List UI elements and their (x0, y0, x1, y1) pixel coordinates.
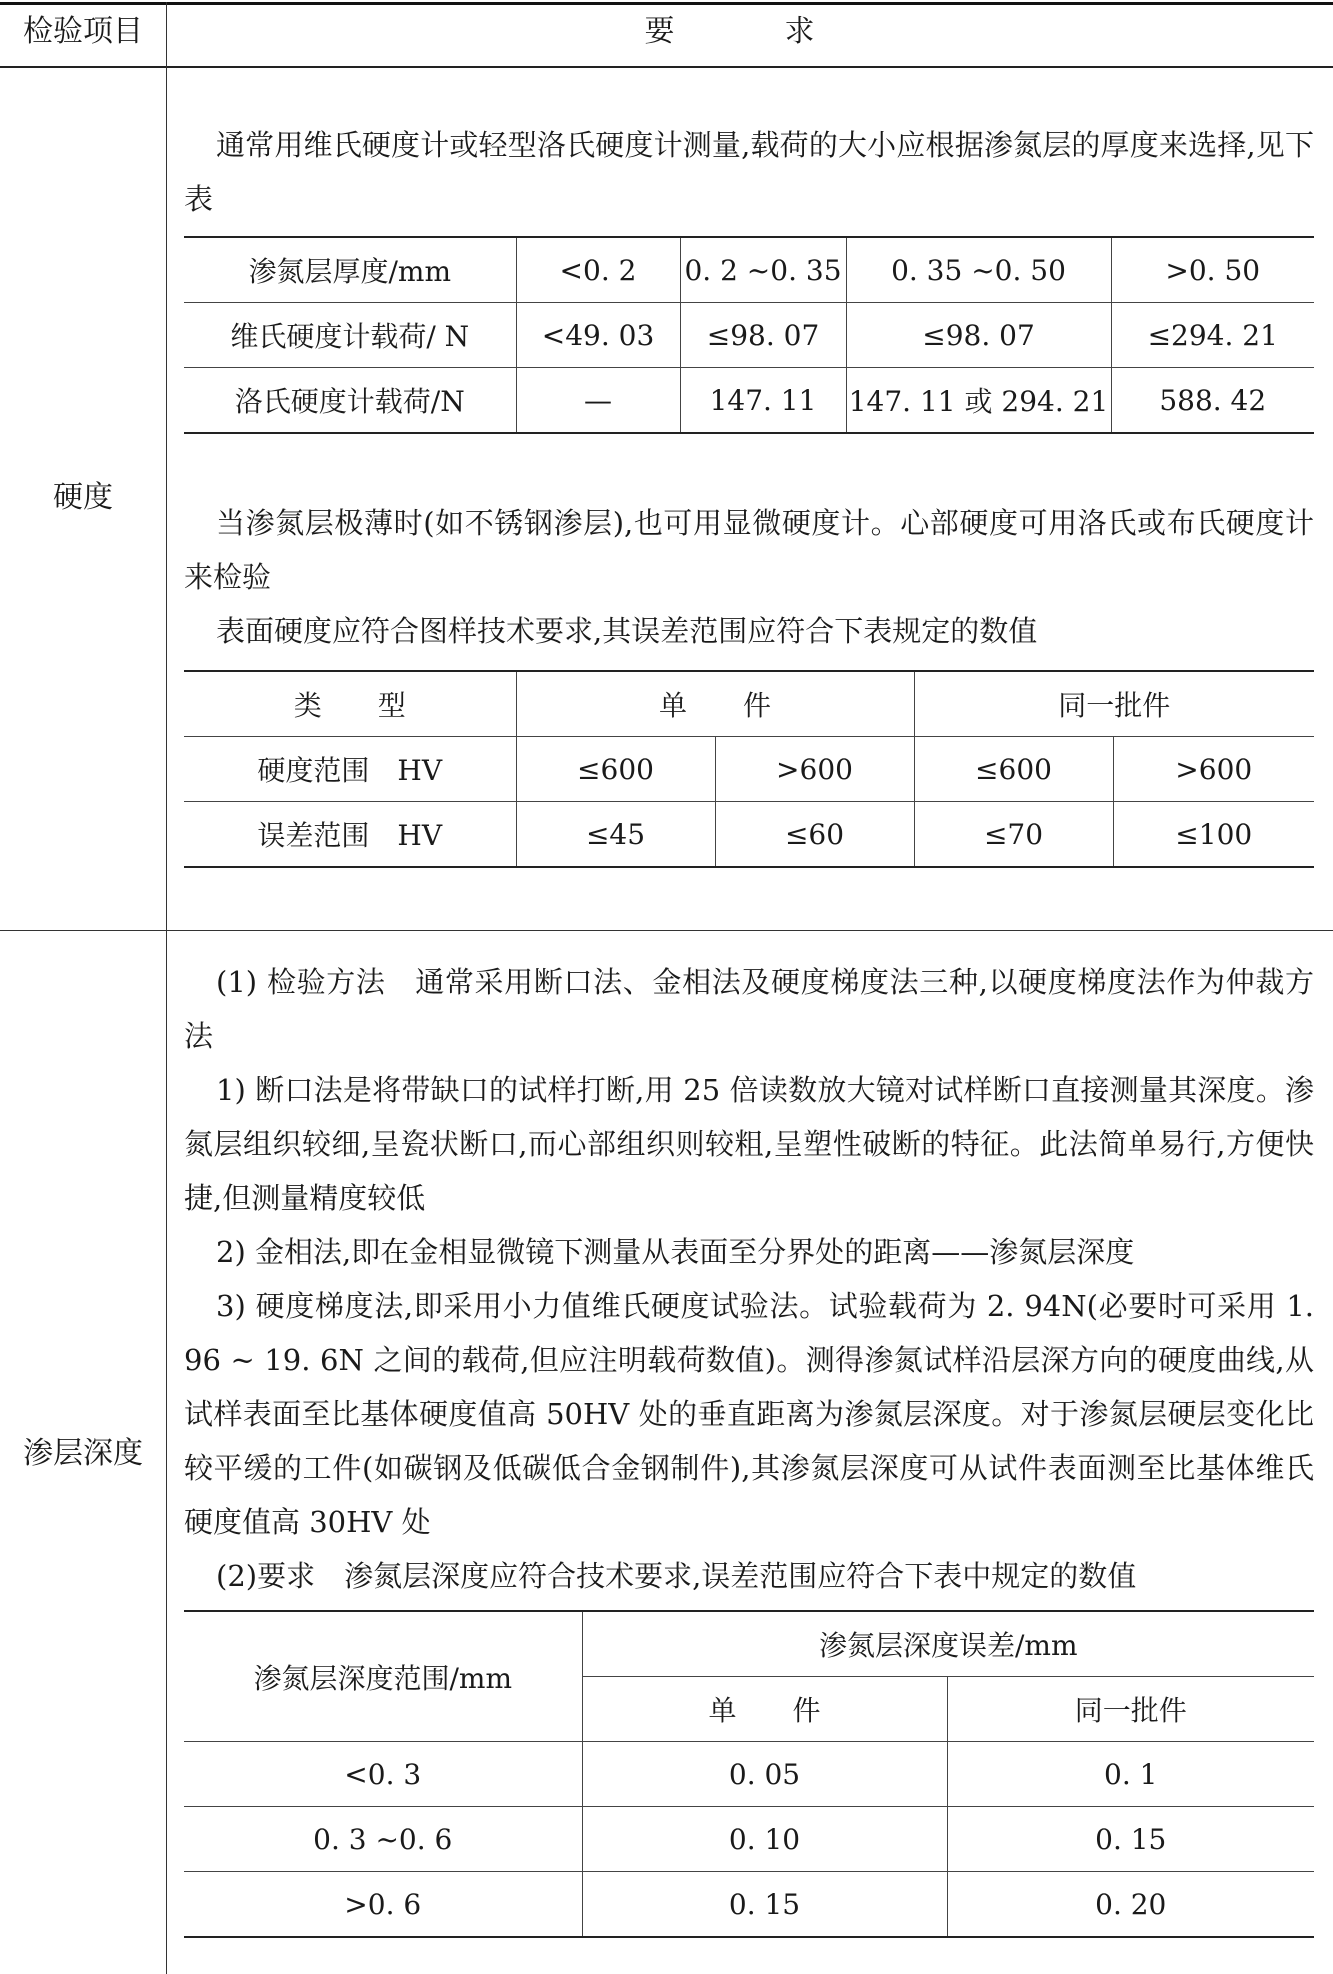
table-cell: 0. 05 (582, 1742, 947, 1807)
load-table (184, 236, 1314, 434)
table-cell: ≤294. 21 (1111, 303, 1314, 368)
table-header-row (184, 671, 1314, 737)
table-cell: ≤70 (914, 802, 1113, 868)
table-header-cell: 同一批件 (914, 671, 1314, 737)
hardness-paragraph-2 (184, 496, 1314, 658)
depth-tolerance-table (184, 1610, 1314, 1938)
table-header-cell: 渗氮层深度范围/mm (253, 1661, 513, 1695)
table-cell: ≤100 (1113, 802, 1314, 868)
table-row (184, 802, 1314, 868)
top-border (0, 2, 1333, 5)
table-cell: 渗氮层厚度/mm (248, 255, 452, 288)
section-divider (0, 930, 1333, 931)
table-cell: 147. 11 或 294. 21 (846, 368, 1111, 434)
table-cell: <49. 03 (516, 303, 680, 368)
table-cell: 0. 3 ~0. 6 (313, 1822, 453, 1856)
table-cell: 维氏硬度计载荷/ N (230, 320, 470, 353)
table-row (184, 737, 1314, 802)
table-row (184, 1742, 1314, 1807)
table-cell: 147. 11 (680, 368, 846, 434)
hardness-tolerance-table (184, 670, 1314, 868)
depth-fracture-text: 1) 断口法是将带缺口的试样打断,用 25 倍读数放大镜对试样断口直接测量其深度。渗氮层组织较细,呈瓷状断口,而心部组织则较粗,呈塑性破断的特征。此法简单易行,方便快捷,但测量精度较低 (184, 1073, 1314, 1215)
table-cell: 0. 15 (947, 1807, 1314, 1872)
table-cell: 0. 2 ~0. 35 (680, 237, 846, 303)
table-cell: <0. 2 (516, 237, 680, 303)
header-bottom-border (0, 66, 1333, 68)
depth-requirement-text: (2)要求 渗氮层深度应符合技术要求,误差范围应符合下表中规定的数值 (216, 1559, 1137, 1593)
table-cell: — (516, 368, 680, 434)
table-row (184, 1807, 1314, 1872)
hardness-para-1-text: 通常用维氏硬度计或轻型洛氏硬度计测量,载荷的大小应根据渗氮层的厚度来选择,见下表 (184, 128, 1314, 216)
column-divider (166, 2, 167, 1974)
hardness-para-2-text: 当渗氮层极薄时(如不锈钢渗层),也可用显微硬度计。心部硬度可用洛氏或布氏硬度计来检验 (184, 506, 1314, 594)
table-cell: 588. 42 (1111, 368, 1314, 434)
table-row (184, 368, 1314, 434)
table-cell: >0. 50 (1111, 237, 1314, 303)
depth-method-text: (1) 检验方法 通常采用断口法、金相法及硬度梯度法三种,以硬度梯度法作为仲裁方法 (184, 965, 1314, 1053)
depth-label: 渗层深度 (23, 1436, 143, 1471)
header-inspection-item: 检验项目 (23, 14, 143, 49)
table-cell: 硬度范围 HV (257, 754, 443, 787)
table-cell: ≤45 (516, 802, 715, 868)
table-header-cell: 单 件 (582, 1677, 947, 1742)
hardness-para-3-text: 表面硬度应符合图样技术要求,其误差范围应符合下表规定的数值 (216, 614, 1038, 648)
table-row (184, 1872, 1314, 1938)
table-cell: >600 (715, 737, 914, 802)
table-cell: 0. 1 (947, 1742, 1314, 1807)
table-cell: >0. 6 (344, 1887, 422, 1921)
table-cell: 0. 10 (582, 1807, 947, 1872)
table-header-cell: 单 件 (516, 671, 914, 737)
table-cell: >600 (1113, 737, 1314, 802)
table-cell: 0. 20 (947, 1872, 1314, 1938)
hardness-label: 硬度 (53, 480, 113, 515)
hardness-paragraph-1 (184, 118, 1314, 226)
table-cell: 0. 35 ~0. 50 (846, 237, 1111, 303)
table-row (184, 237, 1314, 303)
table-cell: 洛氏硬度计载荷/N (234, 385, 465, 418)
table-cell: ≤98. 07 (846, 303, 1111, 368)
depth-metallographic-text: 2) 金相法,即在金相显微镜下测量从表面至分界处的距离——渗氮层深度 (216, 1235, 1135, 1269)
table-cell: ≤60 (715, 802, 914, 868)
depth-paragraphs (184, 955, 1314, 1603)
table-row (184, 303, 1314, 368)
table-header-cell: 类 型 (293, 689, 406, 722)
table-cell: ≤600 (914, 737, 1113, 802)
table-header-cell: 同一批件 (947, 1677, 1314, 1742)
table-cell: ≤600 (516, 737, 715, 802)
header-requirements: 要 求 (644, 14, 855, 49)
table-cell: <0. 3 (344, 1757, 422, 1791)
table-cell: 误差范围 HV (257, 819, 443, 852)
table-cell: ≤98. 07 (680, 303, 846, 368)
table-header-cell: 渗氮层深度误差/mm (582, 1611, 1314, 1677)
table-header-row (184, 1611, 1314, 1677)
table-cell: 0. 15 (582, 1872, 947, 1938)
depth-gradient-text: 3) 硬度梯度法,即采用小力值维氏硬度试验法。试验载荷为 2. 94N(必要时可采用 1. 96 ~ 19. 6N 之间的载荷,但应注明载荷数值)。测得渗氮试样沿层深方向的硬度曲线,从试样表面至比基体硬度值高 50HV 处的垂直距离为渗氮层深度。对于渗氮层硬层变化比较平缓的工件(如碳钢及低碳低合金钢制件),其渗氮层深度可从试件表面测至比基体维氏硬度值高 30HV 处 (184, 1289, 1314, 1539)
